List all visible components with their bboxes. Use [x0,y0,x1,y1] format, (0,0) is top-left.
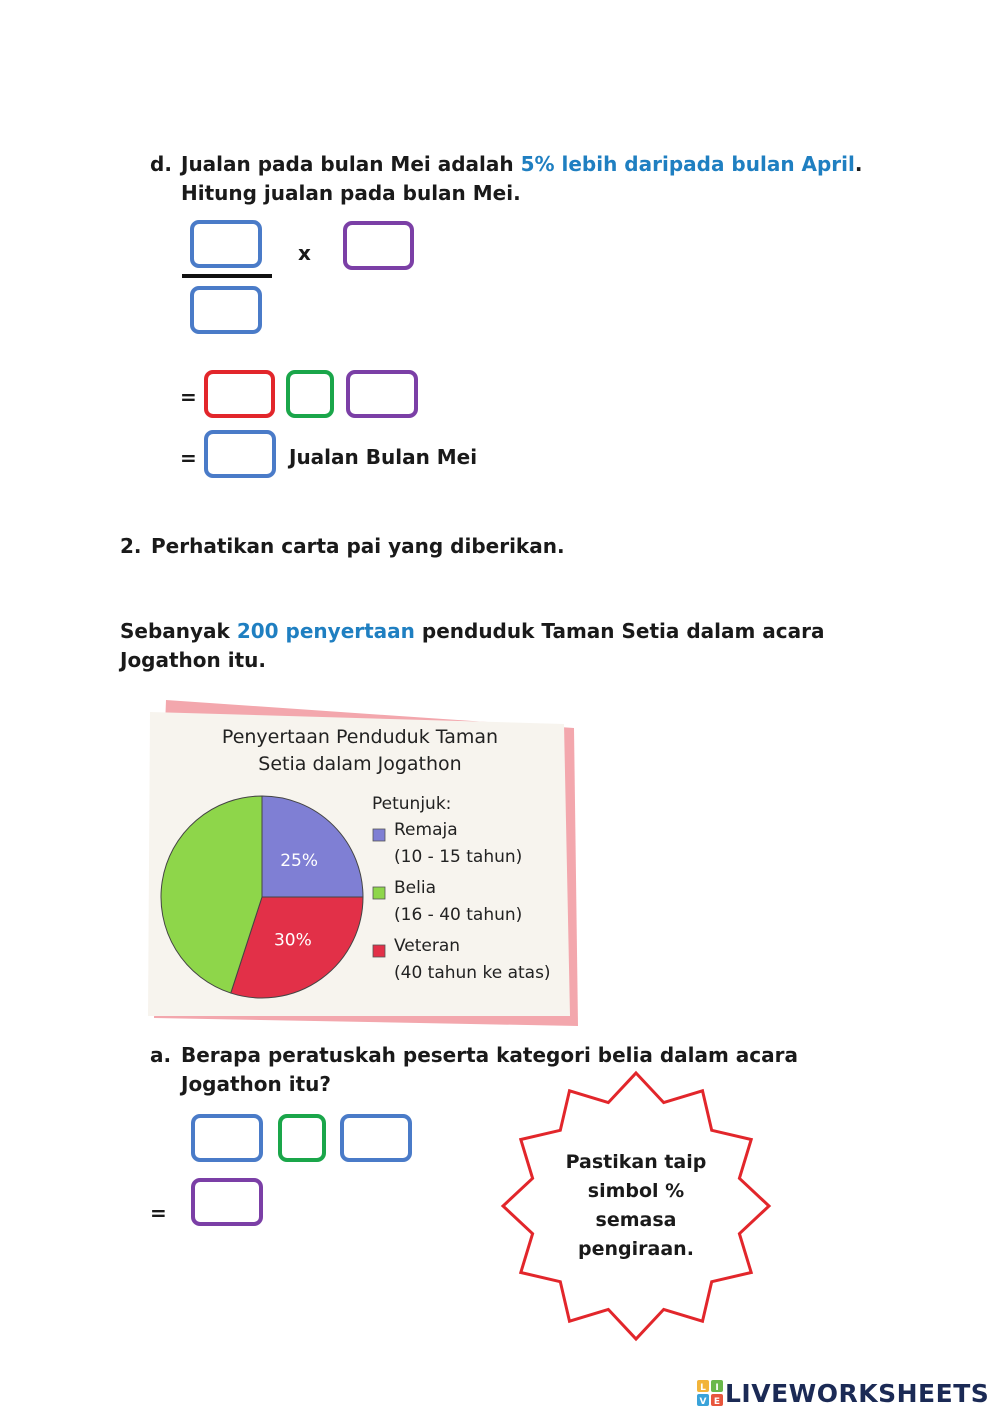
multiplier-input-box[interactable] [343,221,414,270]
svg-text:E: E [713,1397,721,1406]
denominator-input-box[interactable] [190,286,262,334]
q1d-question-line1 [181,150,863,179]
equals-symbol-2: = [180,446,197,470]
q2a-answer-box[interactable] [191,1178,263,1226]
note-line-1: Pastikan taip [565,1151,707,1173]
q2-intro-highlight: 200 penyertaan [236,619,415,643]
q2-number: 2. [120,534,142,558]
legend-range-veteran: (40 tahun ke atas) [394,963,551,983]
q2-intro-part1: Sebanyak [120,619,237,643]
pie-slices [161,796,363,998]
equals-symbol-1: = [180,385,197,409]
q2-intro-line1 [120,617,825,646]
q2a-line2: Jogathon itu? [181,1072,331,1096]
svg-text:I: I [715,1383,719,1393]
q2-intro-part2: penduduk Taman Setia dalam acara [414,619,825,643]
q2a-box-2[interactable] [278,1114,326,1162]
answer-box-green[interactable] [286,370,334,418]
pie-label-veteran: 30% [273,930,312,951]
answer-box-red[interactable] [204,370,275,418]
legend-range-belia: (16 - 40 tahun) [394,905,523,925]
q2-instruction: Perhatikan carta pai yang diberikan. [151,534,565,558]
liveworksheets-logo-icon [697,1380,723,1406]
legend-swatch-belia [373,887,385,899]
svg-text:L: L [700,1383,706,1393]
q2a-box-1[interactable] [191,1114,263,1162]
legend-swatch-remaja [373,829,385,841]
note-line-4: pengiraan. [578,1238,694,1260]
times-symbol: x [298,241,311,265]
q2a-label: a. [150,1043,172,1067]
q2-intro-line2: Jogathon itu. [120,648,266,672]
result-label: Jualan Bulan Mei [289,445,478,469]
chart-title-line2: Setia dalam Jogathon [258,753,462,775]
q2a-equals-symbol: = [150,1201,167,1225]
legend-title: Petunjuk: [372,794,452,814]
q1d-text-part2: . [854,152,863,176]
svg-text:V: V [699,1397,707,1406]
pie-chart [146,700,578,1026]
note-text [536,1148,736,1264]
liveworksheets-brand-text: LIVEWORKSHEETS [725,1378,990,1408]
note-line-3: semasa [595,1209,677,1231]
legend-label-belia: Belia [394,878,436,898]
pie-chart-svg [146,700,578,1026]
final-answer-box[interactable] [204,430,276,478]
legend-range-remaja: (10 - 15 tahun) [394,847,523,867]
fraction-bar [182,274,272,278]
q1d-label: d. [150,152,172,176]
q2a-box-3[interactable] [340,1114,412,1162]
q2a-line1: Berapa peratuskah peserta kategori belia dalam acara [181,1043,799,1067]
note-line-2: simbol % [587,1180,685,1202]
q1d-text-part1: Jualan pada bulan Mei adalah [181,152,521,176]
answer-box-purple[interactable] [346,370,418,418]
liveworksheets-logo [697,1378,989,1408]
chart-title-line1: Penyertaan Penduduk Taman [221,726,499,748]
legend-swatch-veteran [373,945,385,957]
legend-label-remaja: Remaja [394,820,458,840]
pie-label-remaja: 25% [280,850,319,871]
legend-label-veteran: Veteran [394,936,461,956]
numerator-input-box[interactable] [190,220,262,268]
q1d-question-line2: Hitung jualan pada bulan Mei. [181,181,521,205]
q1d-highlight: 5% lebih daripada bulan April [520,152,855,176]
